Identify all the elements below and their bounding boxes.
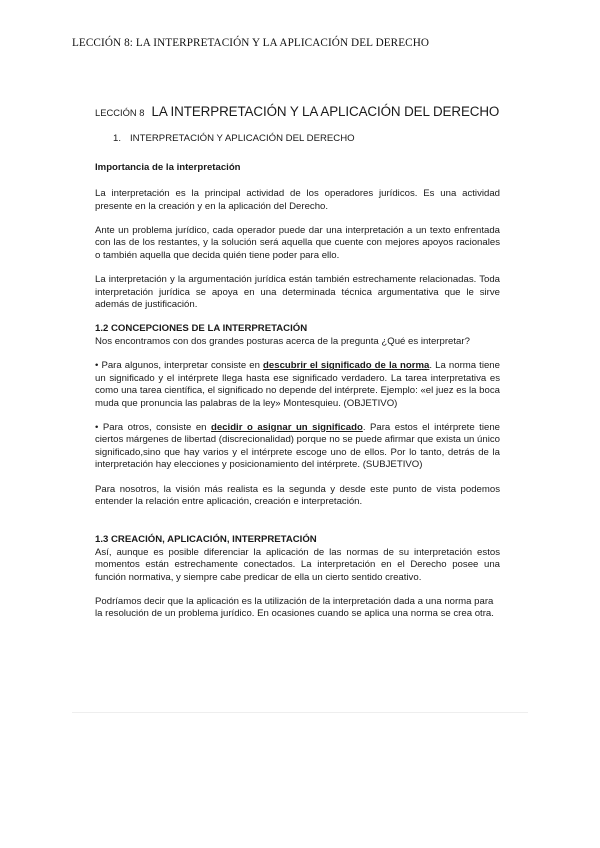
importance-heading: Importancia de la interpretación xyxy=(95,161,241,173)
page-content xyxy=(95,106,500,633)
bullet-objective-lead: • Para algunos, interpretar consiste en xyxy=(95,360,264,372)
bullet-objective-body: . La norma tiene un significado y el intérprete llega hasta ese significado verdadero. La tarea interpretativa es como una tarea científica, el significado no depende del intérprete. Ejemplo: «el juez es la boca muda que pronuncia las palabras de la ley» Montesquieu. (OBJETIVO) xyxy=(95,360,500,409)
section-1-3-paragraph-1: Así, aunque es posible diferenciar la aplicación de las normas de su interpretación estos momentos están estrechamente conectados. La interpretación en el Derecho posee una función normativa, y siempre cabe predicar de ella un cierto sentido creativo. xyxy=(95,546,500,583)
importance-paragraph-3: La interpretación y la argumentación jurídica están también estrechamente relacionadas. Toda interpretación jurídica se apoya en una determinada técnica argumentativa que le sirve además de justificación. xyxy=(95,274,500,311)
bullet-subjective-body: . Para estos el intérprete tiene ciertos márgenes de libertad (discrecionalidad) porque no se puede afirmar que exista un único significado,sino que hay varios y el intérprete escoge uno de ellos. Por lo tanto, detrás de la interpretación hay elecciones y posicionamiento del intérprete. (SUBJETIVO) xyxy=(95,421,500,471)
section-1-3-heading: 1.3 CREACIÓN, APLICACIÓN, INTERPRETACIÓN xyxy=(95,534,317,546)
bullet-subjective xyxy=(95,422,500,472)
bullet-objective-emphasis: descubrir el significado de la norma xyxy=(263,360,430,372)
section-1-2-intro: Nos encontramos con dos grandes posturas acerca de la pregunta ¿Qué es interpretar? xyxy=(95,335,470,347)
importance-paragraph-1: La interpretación es la principal actividad de los operadores jurídicos. Es una actividad presente en la creación y en la aplicación del Derecho. xyxy=(95,188,500,212)
section-1-heading xyxy=(113,133,500,145)
section-1-title: INTERPRETACIÓN Y APLICACIÓN DEL DERECHO xyxy=(130,133,355,145)
section-1-number: 1. xyxy=(113,133,122,145)
section-1-3-paragraph-2: Podríamos decir que la aplicación es la utilización de la interpretación dada a una norma para la resolución de un problema jurídico. En ocasiones cuando se aplica una norma se crea otra. xyxy=(95,595,494,620)
bullet-objective xyxy=(95,360,500,410)
section-spacer xyxy=(95,520,500,534)
page-title xyxy=(95,106,500,119)
bullet-subjective-emphasis: decidir o asignar un significado xyxy=(211,421,363,433)
lesson-number: LECCIÓN 8 xyxy=(95,107,145,118)
section-1-2-conclusion: Para nosotros, la visión más realista es la segunda y desde este punto de vista podemos entender la relación entre aplicación, creación e interpretación. xyxy=(95,483,500,507)
bullet-subjective-lead: • Para otros, consiste en xyxy=(95,421,211,433)
importance-paragraph-2: Ante un problema jurídico, cada operador puede dar una interpretación a un texto enfrentada con las de los restantes, y la solución será aquella que cuente con mejores apoyos racionales o también aquella que decida quién tiene poder para ello. xyxy=(95,225,500,261)
lesson-title: LA INTERPRETACIÓN Y LA APLICACIÓN DEL DERECHO xyxy=(151,104,500,119)
footer-divider xyxy=(72,712,528,713)
running-header: LECCIÓN 8: LA INTERPRETACIÓN Y LA APLICACIÓN DEL DERECHO xyxy=(72,37,430,49)
section-1-2-heading: 1.2 CONCEPCIONES DE LA INTERPRETACIÓN xyxy=(95,323,308,335)
